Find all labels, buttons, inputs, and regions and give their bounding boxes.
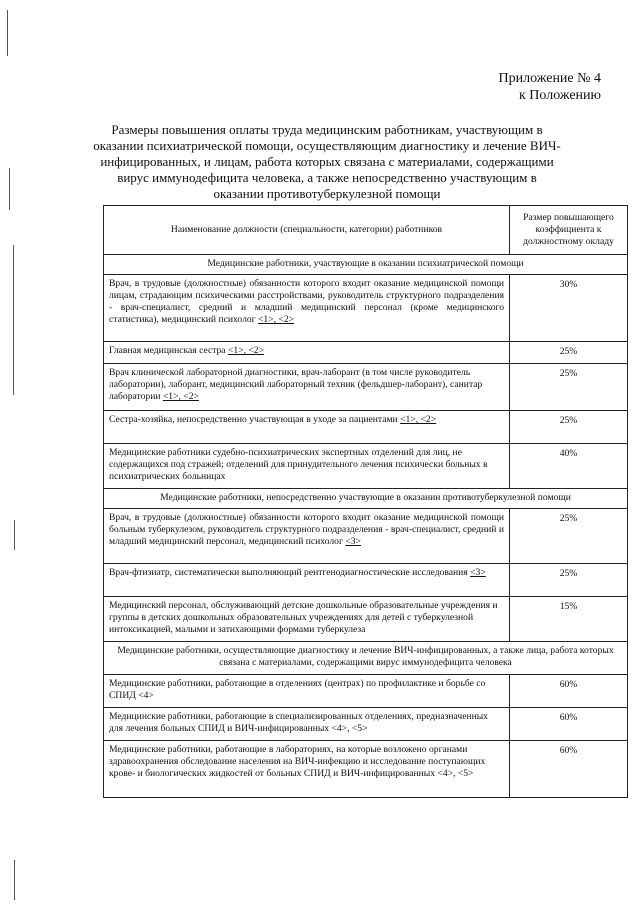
position-cell xyxy=(104,564,510,597)
position-text: Врач, в трудовые (должностные) обязанности которого входит оказание медицинской помощи больным туберкулезом, руководитель структурного подразделения - врач-специалист, средний и младший медицинский персонал, медицинский психолог xyxy=(109,512,504,547)
coefficient-cell: 25% xyxy=(510,364,628,411)
position-text: Врач, в трудовые (должностные) обязанности которого входит оказание медицинской помощи лицам, страдающим психическими расстройствами, руководитель структурного подразделения - врач-специалист, средний и младший медицинский персонал (кроме медицинского статистика), медицинский психолог xyxy=(109,278,504,325)
margin-line xyxy=(13,245,14,395)
position-cell xyxy=(104,444,510,489)
position-cell xyxy=(104,411,510,444)
section-header-row xyxy=(104,489,628,509)
table-row xyxy=(104,564,628,597)
footnote-refs: <1>, <2> xyxy=(258,314,295,325)
table-row xyxy=(104,275,628,342)
coefficient-cell: 25% xyxy=(510,411,628,444)
section-header-row xyxy=(104,642,628,675)
footnote-refs: <1>, <2> xyxy=(400,414,437,425)
position-cell xyxy=(104,364,510,411)
position-text: Врач клинической лабораторной диагностики, врач-лаборант (в том числе руководитель лаборатории), лаборант, медицинский лабораторный техник (фельдшер-лаборант), санитар лаборатории xyxy=(109,367,483,402)
table-row xyxy=(104,741,628,798)
margin-line xyxy=(14,520,15,550)
margin-line xyxy=(9,168,10,210)
header-coefficient: Размер повышающего коэффициента к должностному окладу xyxy=(510,206,628,255)
position-cell xyxy=(104,342,510,364)
margin-line xyxy=(14,860,15,900)
coefficient-cell: 60% xyxy=(510,708,628,741)
appendix-label xyxy=(499,70,602,104)
position-cell xyxy=(104,509,510,564)
position-cell: Медицинские работники, работающие в лабораториях, на которые возложено органами здравоохранения обследование населения на ВИЧ-инфекцию и исследование поступающих крове- и биологических жидкостей от больных СПИД и ВИЧ-инфицированных <4>, <5> xyxy=(104,741,510,798)
appendix-number: Приложение № 4 xyxy=(498,71,601,86)
coefficient-cell: 40% xyxy=(510,444,628,489)
table-row xyxy=(104,708,628,741)
table-row xyxy=(104,597,628,642)
section-title: Медицинские работники, участвующие в оказании психиатрической помощи xyxy=(104,255,628,275)
position-cell xyxy=(104,597,510,642)
footnote-refs: <1>, <2> xyxy=(162,391,199,402)
coefficient-table xyxy=(103,205,628,798)
margin-line xyxy=(7,10,8,56)
position-text: Врач-фтизиатр, систематически выполняющий рентгенодиагностические исследования xyxy=(109,567,468,578)
table-row xyxy=(104,509,628,564)
table-row xyxy=(104,342,628,364)
coefficient-cell: 60% xyxy=(510,741,628,798)
position-cell: Медицинские работники, работающие в специализированных отделениях, предназначенных для лечения больных СПИД и ВИЧ-инфицированных <4>, <5> xyxy=(104,708,510,741)
appendix-reference: к Положению xyxy=(518,88,601,103)
section-header-row xyxy=(104,255,628,275)
coefficient-cell: 60% xyxy=(510,675,628,708)
document-title: Размеры повышения оплаты труда медицинским работникам, участвующим в оказании психиатрической помощи, осуществляющим диагностику и лечение ВИЧ-инфицированных, и лицам, работа которых связана с материалами, содержащими вирус иммунодефицита человека, а также непосредственно участвующим в оказании противотуберкулезной помощи xyxy=(93,122,561,201)
coefficient-cell: 25% xyxy=(510,342,628,364)
table-row xyxy=(104,444,628,489)
table-header-row xyxy=(104,206,628,255)
footnote-refs: <3> xyxy=(345,536,361,547)
footnote-refs: <1>, <2> xyxy=(227,345,265,356)
coefficient-cell: 25% xyxy=(510,509,628,564)
footnote-refs: <3> xyxy=(470,567,486,578)
section-title: Медицинские работники, непосредственно участвующие в оказании противотуберкулезной помощи xyxy=(104,489,628,509)
header-position: Наименование должности (специальности, категории) работников xyxy=(104,206,510,255)
table-row xyxy=(104,411,628,444)
position-cell xyxy=(104,275,510,342)
section-title: Медицинские работники, осуществляющие диагностику и лечение ВИЧ-инфицированных, а также лица, работа которых связана с материалами, содержащими вирус иммунодефицита человека xyxy=(104,642,628,675)
table-row xyxy=(104,364,628,411)
table-row xyxy=(104,675,628,708)
coefficient-cell: 25% xyxy=(510,564,628,597)
position-text: Медицинский персонал, обслуживающий детские дошкольные образовательные учреждения и группы в детских дошкольных образовательных учреждениях для детей с туберкулезной интоксикацией, малыми и затихающими формами туберкулеза xyxy=(109,600,498,635)
position-text: Сестра-хозяйка, непосредственно участвующая в уходе за пациентами xyxy=(109,414,398,425)
position-text: Медицинские работники судебно-психиатрических экспертных отделений для лиц, не содержащихся под стражей; отделений для принудительного лечения психически больных в психиатрических больницах xyxy=(109,447,488,482)
position-text: Главная медицинская сестра xyxy=(109,345,226,356)
coefficient-cell: 15% xyxy=(510,597,628,642)
coefficient-cell: 30% xyxy=(510,275,628,342)
position-cell: Медицинские работники, работающие в отделениях (центрах) по профилактике и борьбе со СПИД <4> xyxy=(104,675,510,708)
